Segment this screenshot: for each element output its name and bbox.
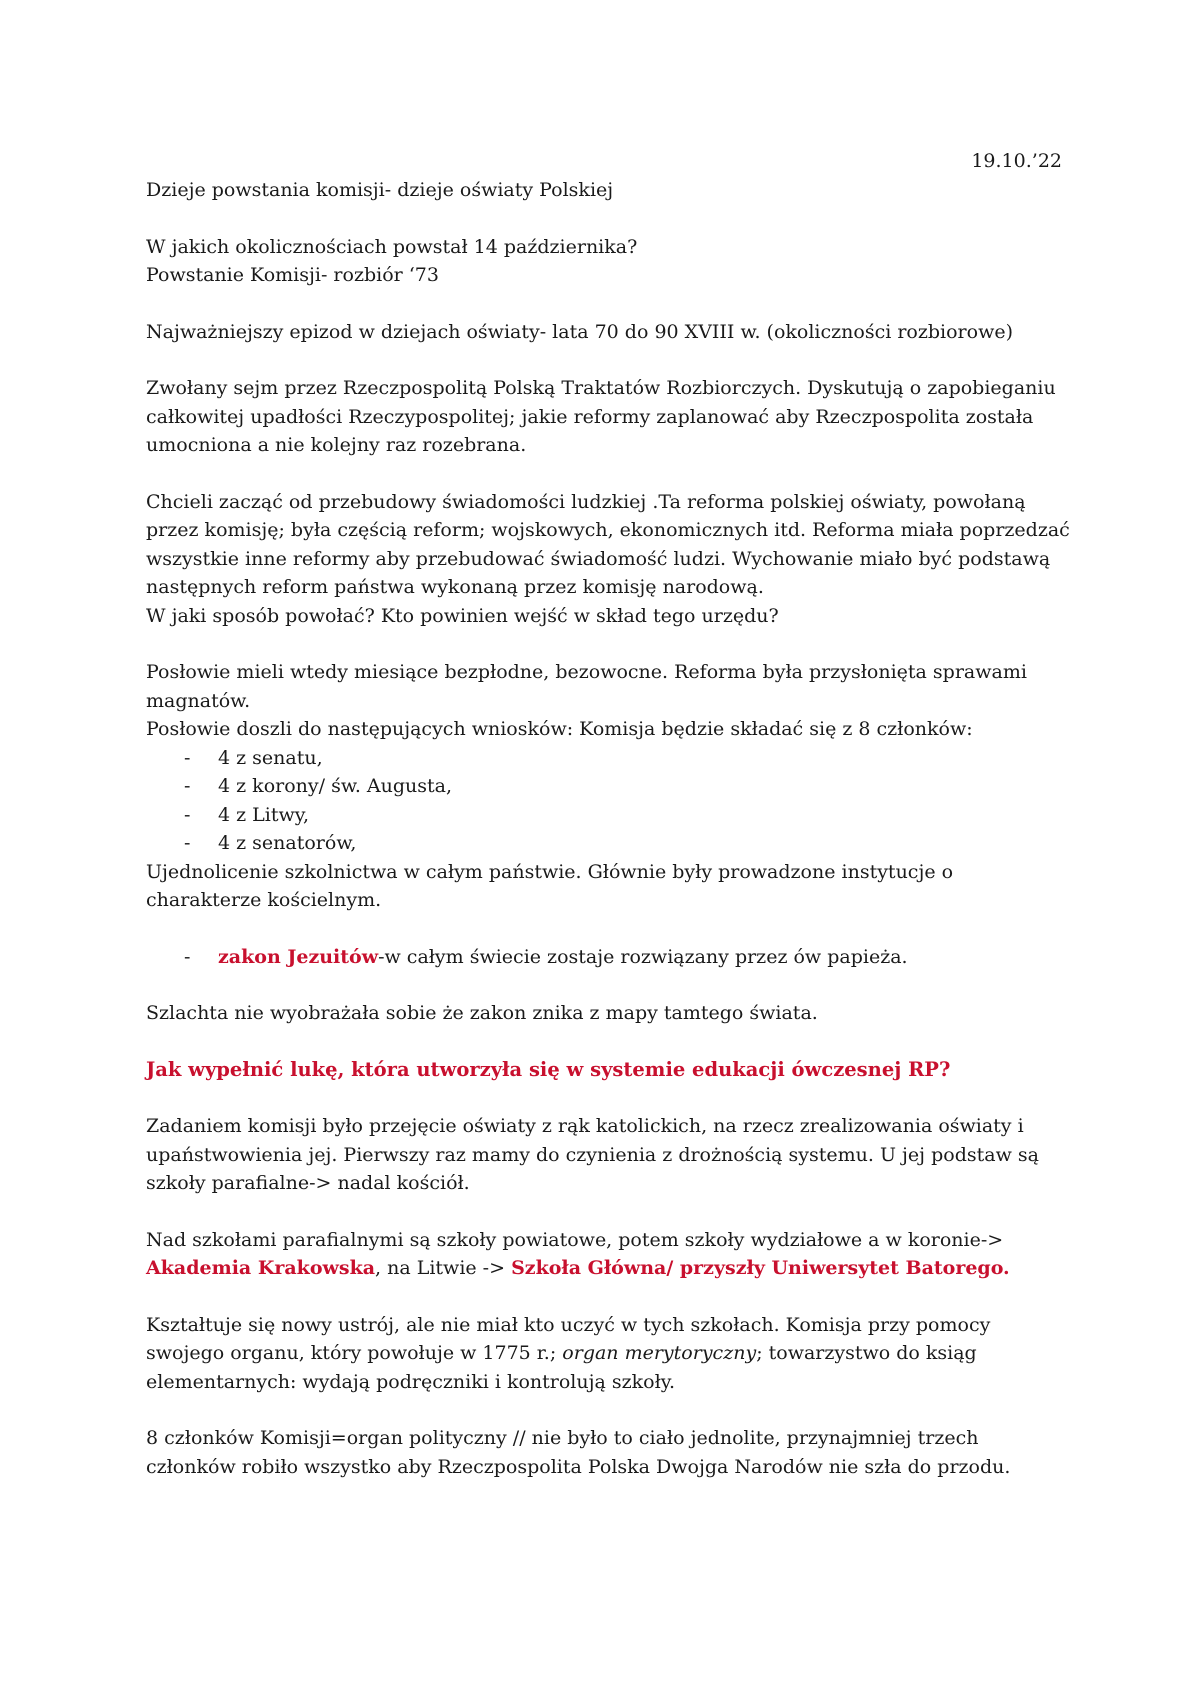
jezuici-text: -w całym świecie zostaje rozwiązany przez ów papieża. <box>378 945 908 968</box>
list-item: - 4 z korony/ św. Augusta, <box>184 772 1071 801</box>
ksztaltuje-text-a: Kształtuje się nowy ustrój, ale nie miał kto uczyć w tych szkołach. Komisja przy pomocy swojego organu, który powołuje w 1775 r.; <box>146 1313 991 1364</box>
members-list <box>146 744 1071 858</box>
list-item: - 4 z Litwy, <box>184 801 1071 830</box>
title: Dzieje powstania komisji- dzieje oświaty Polskiej <box>146 179 614 201</box>
document-body <box>146 176 1071 1509</box>
list-item <box>184 943 1071 972</box>
jezuici-highlight: zakon Jezuitów <box>218 945 379 968</box>
paragraph-czlonkow: 8 członków Komisji=organ polityczny // nie było to ciało jednolite, przynajmniej trzech członków robiło wszystko aby Rzeczpospolita Polska Dwojga Narodów nie szła do przodu. <box>146 1427 1011 1478</box>
paragraph-szkoly <box>146 1226 1071 1283</box>
szkoly-text-a: Nad szkołami parafialnymi są szkoły powiatowe, potem szkoły wydziałowe a w koronie-> <box>146 1228 1004 1251</box>
question-2: W jaki sposób powołać? Kto powinien wejść w skład tego urzędu? <box>146 604 779 627</box>
question-1-answer: Powstanie Komisji- rozbiór ‘73 <box>146 264 439 286</box>
paragraph-ujednolicenie: Ujednolicenie szkolnictwa w całym państwie. Głównie były prowadzone instytucje o charakterze kościelnym. <box>146 860 954 911</box>
paragraph-ksztaltuje <box>146 1311 1071 1397</box>
list-item: - 4 z senatorów, <box>184 829 1071 858</box>
paragraph-poslowie-2: Posłowie doszli do następujących wniosków: Komisja będzie składać się z 8 członków: <box>146 718 973 740</box>
paragraph-epizod: Najważniejszy epizod w dziejach oświaty- lata 70 do 90 XVIII w. (okoliczności rozbiorowe) <box>146 320 1013 343</box>
paragraph-poslowie-1: Posłowie mieli wtedy miesiące bezpłodne, bezowocne. Reforma była przysłonięta sprawami magnatów. <box>146 661 1027 712</box>
list-item: - 4 z senatu, <box>184 744 1071 773</box>
section-heading: Jak wypełnić lukę, która utworzyła się w systemie edukacji ówczesnej RP? <box>146 1057 951 1081</box>
jezuici-list <box>146 943 1071 972</box>
paragraph-zadaniem: Zadaniem komisji było przejęcie oświaty z rąk katolickich, na rzecz zrealizowania oświaty i upaństwowienia jej. Pierwszy raz mamy do czynienia z drożnością systemu. U jej podstaw są szkoły parafialne-> nadal kościół. <box>146 1115 1039 1194</box>
szkola-glowna-highlight: Szkoła Główna/ przyszły Uniwersytet Batorego. <box>511 1257 1010 1279</box>
organ-merytoryczny: organ merytoryczny <box>562 1342 757 1364</box>
ksztaltuje-text-b: ; towarzystwo do ksiąg elementarnych: wydają podręczniki i kontrolują szkoły. <box>146 1342 977 1393</box>
szkoly-text-b: , na Litwie -> <box>375 1257 512 1279</box>
date: 19.10.’22 <box>971 150 1062 172</box>
question-1: W jakich okolicznościach powstał 14 października? <box>146 235 638 258</box>
paragraph-szlachta: Szlachta nie wyobrażała sobie że zakon znika z mapy tamtego świata. <box>146 1002 818 1024</box>
paragraph-reforma: Chcieli zacząć od przebudowy świadomości ludzkiej .Ta reforma polskiej oświaty, powołaną przez komisję; była częścią reform; wojskowych, ekonomicznych itd. Reforma miała poprzedzać wszystkie inne reformy aby przebudować świadomość ludzi. Wychowanie miało być podstawą następnych reform państwa wykonaną przez komisję narodową. <box>146 490 1070 598</box>
akademia-highlight: Akademia Krakowska <box>146 1257 376 1279</box>
paragraph-sejm: Zwołany sejm przez Rzeczpospolitą Polską Traktatów Rozbiorczych. Dyskutują o zapobieganiu całkowitej upadłości Rzeczypospolitej; jakie reformy zaplanować aby Rzeczpospolita została umocniona a nie kolejny raz rozebrana. <box>146 377 1056 456</box>
